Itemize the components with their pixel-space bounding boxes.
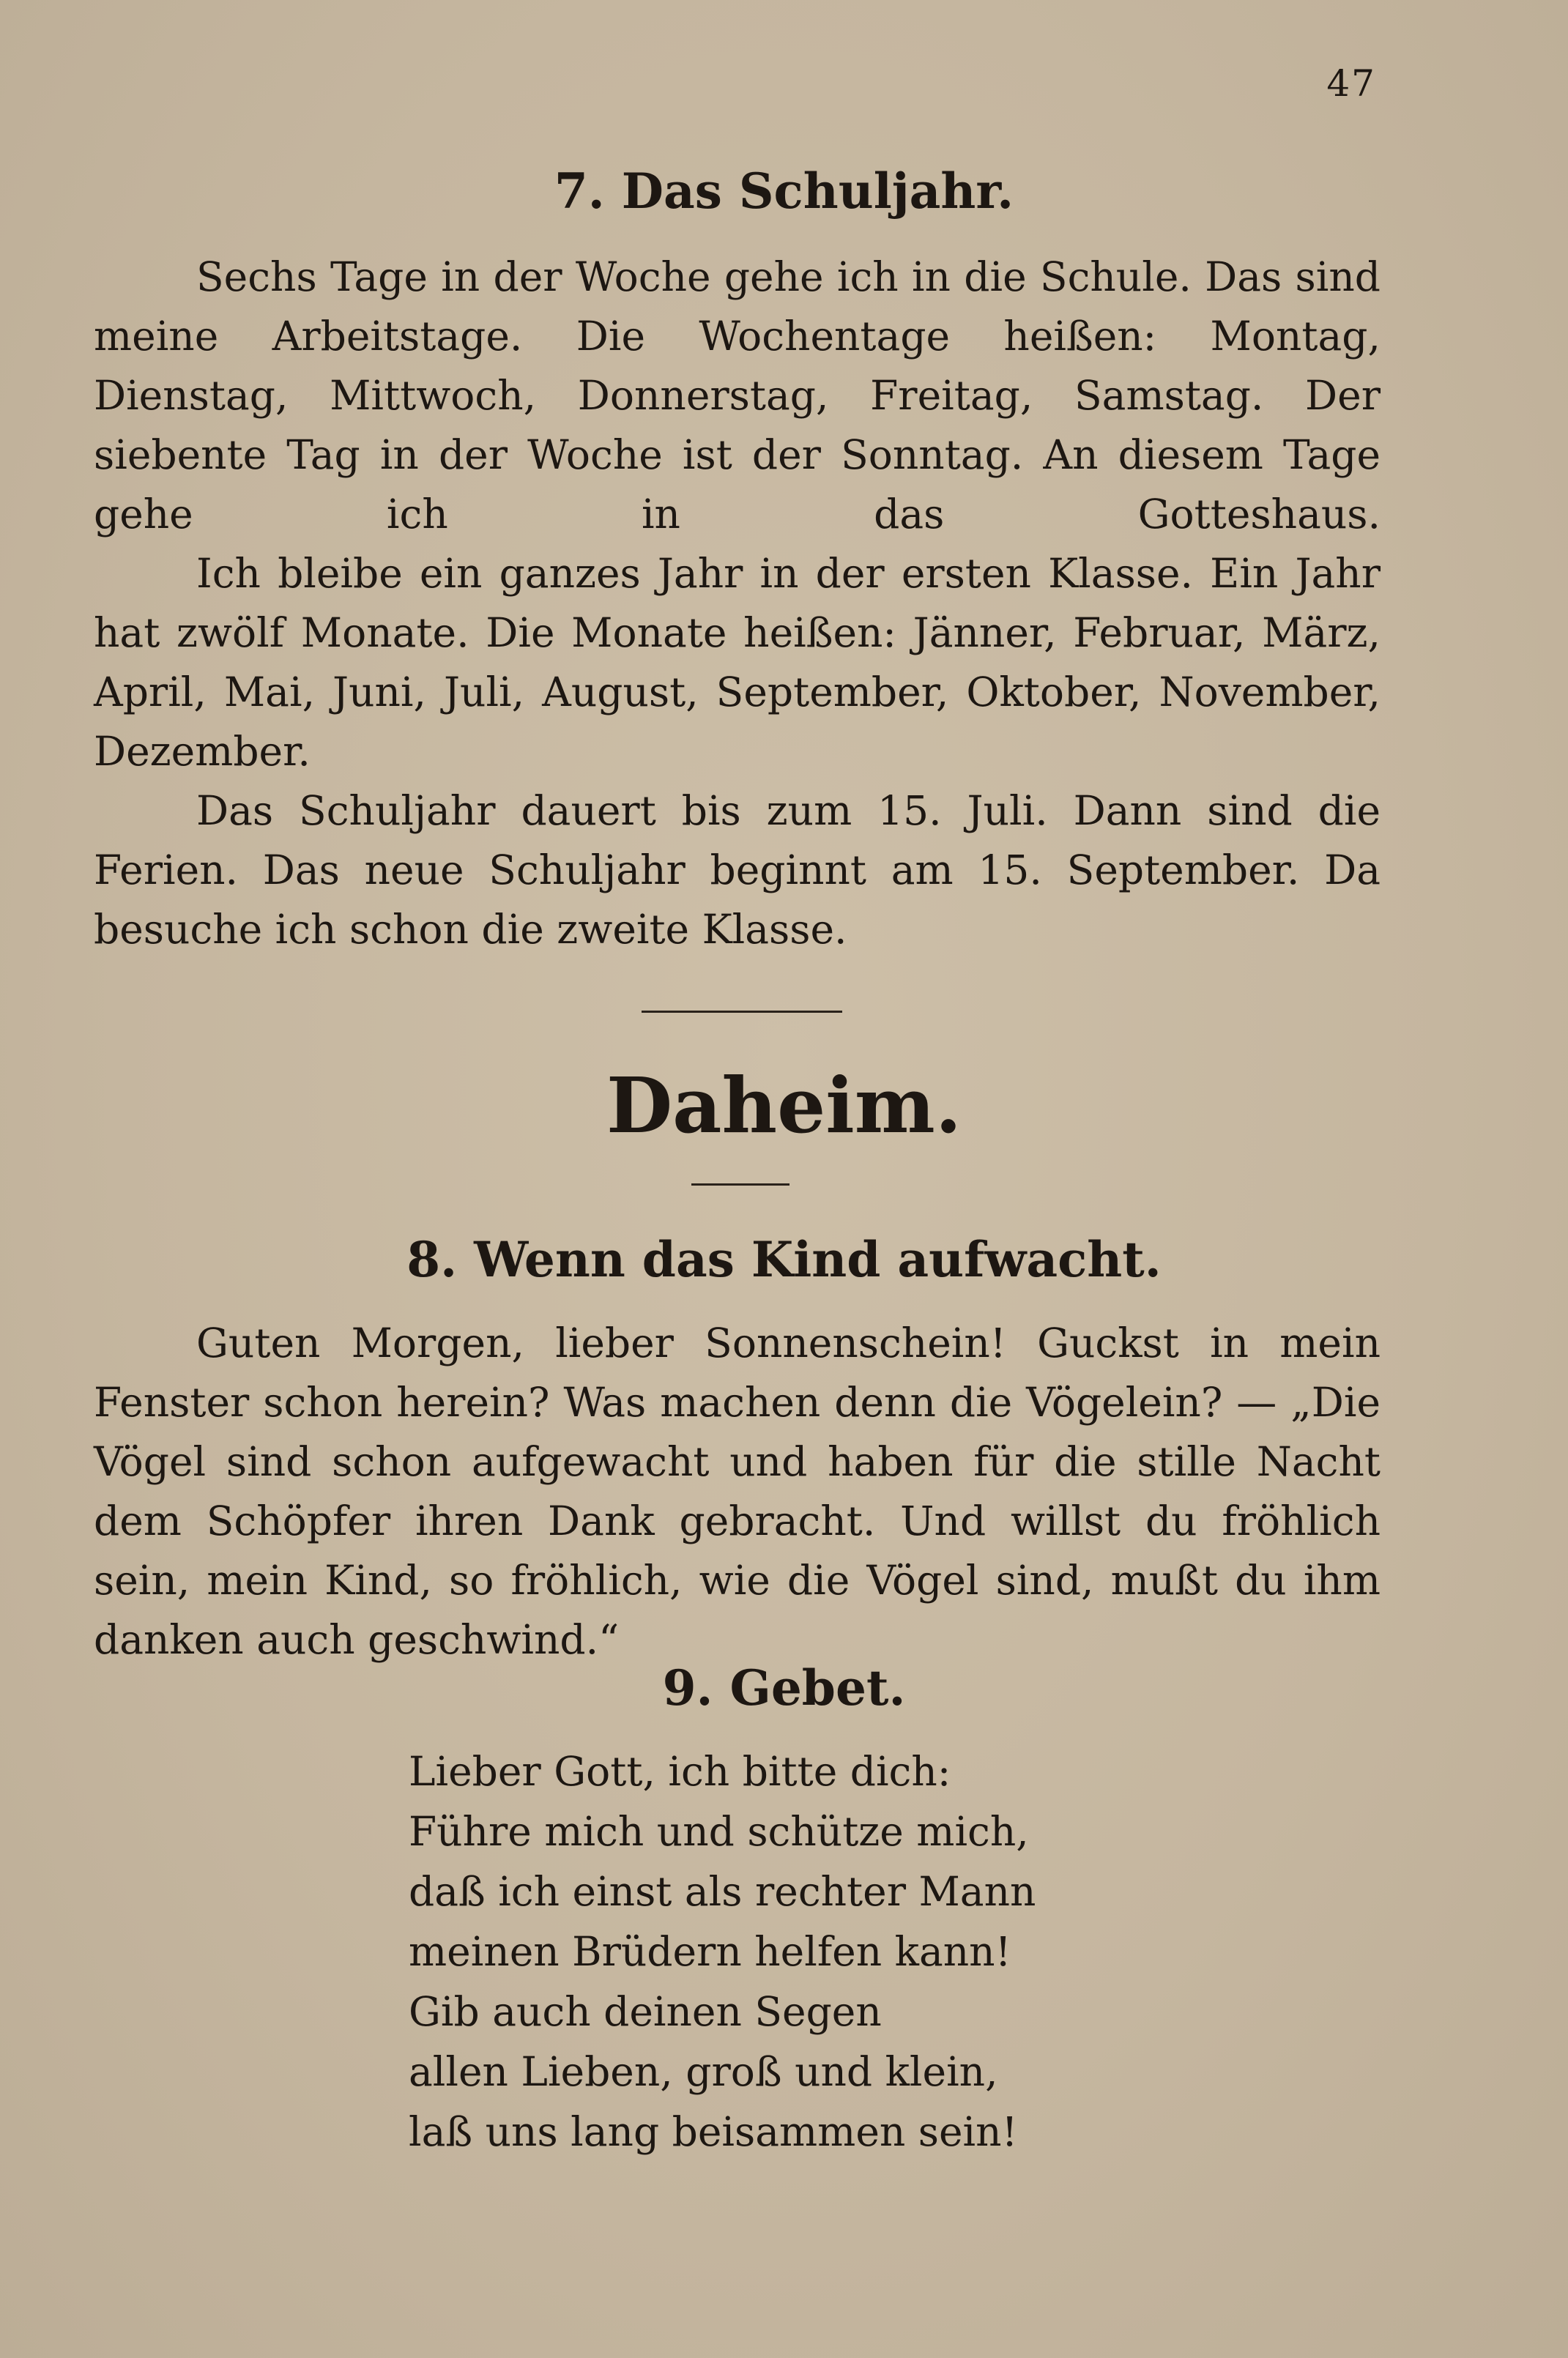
- title-underline: [691, 1183, 789, 1186]
- page-number: 47: [1326, 62, 1376, 105]
- section-divider: [642, 1011, 842, 1013]
- paragraph-schuljahr-1: Sechs Tage in der Woche gehe ich in die Schule. Das sind meine Arbeitstage. Die Wochentage heißen: Montag, Dienstag, Mittwoch, Donnerstag, Freitag, Samstag. Der siebente Tag in der Woche ist der Sonntag. An diesem Tage gehe ich in das Gotteshaus.: [94, 253, 1381, 538]
- poem-line: laß uns lang beisammen sein!: [409, 2108, 1018, 2155]
- poem-line: Führe mich und schütze mich,: [409, 1808, 1029, 1855]
- poem-line: allen Lieben, groß und klein,: [409, 2048, 998, 2095]
- poem-line: meinen Brüdern helfen kann!: [409, 1928, 1011, 1975]
- poem-line: Gib auch deinen Segen: [409, 1988, 882, 2035]
- paragraph-kind: Guten Morgen, lieber Sonnenschein! Guckst in mein Fenster schon herein? Was machen denn die Vögelein? — „Die Vögel sind schon aufgewacht und haben für die stille Nacht dem Schöpfer ihren Dank gebracht. Und willst du fröhlich sein, mein Kind, so fröhlich, wie die Vögel sind, mußt du ihm danken auch geschwind.“: [94, 1320, 1381, 1663]
- heading-kind: 8. Wenn das Kind aufwacht.: [406, 1231, 1162, 1288]
- poem-gebet: [409, 1741, 1036, 2162]
- heading-gebet: 9. Gebet.: [662, 1659, 906, 1717]
- heading-schuljahr: 7. Das Schuljahr.: [554, 163, 1014, 220]
- heading-daheim: Daheim.: [606, 1060, 962, 1150]
- poem-line: daß ich einst als rechter Mann: [409, 1868, 1036, 1915]
- paragraph-schuljahr-2: Ich bleibe ein ganzes Jahr in der ersten Klasse. Ein Jahr hat zwölf Monate. Die Monate heißen: Jänner, Februar, März, April, Mai, Juni, Juli, August, September, Oktober, November, Dezember.: [94, 550, 1381, 775]
- paragraph-schuljahr-3: Das Schuljahr dauert bis zum 15. Juli. Dann sind die Ferien. Das neue Schuljahr beginnt am 15. September. Da besuche ich schon die zweite Klasse.: [94, 787, 1381, 953]
- poem-line: Lieber Gott, ich bitte dich:: [409, 1748, 951, 1795]
